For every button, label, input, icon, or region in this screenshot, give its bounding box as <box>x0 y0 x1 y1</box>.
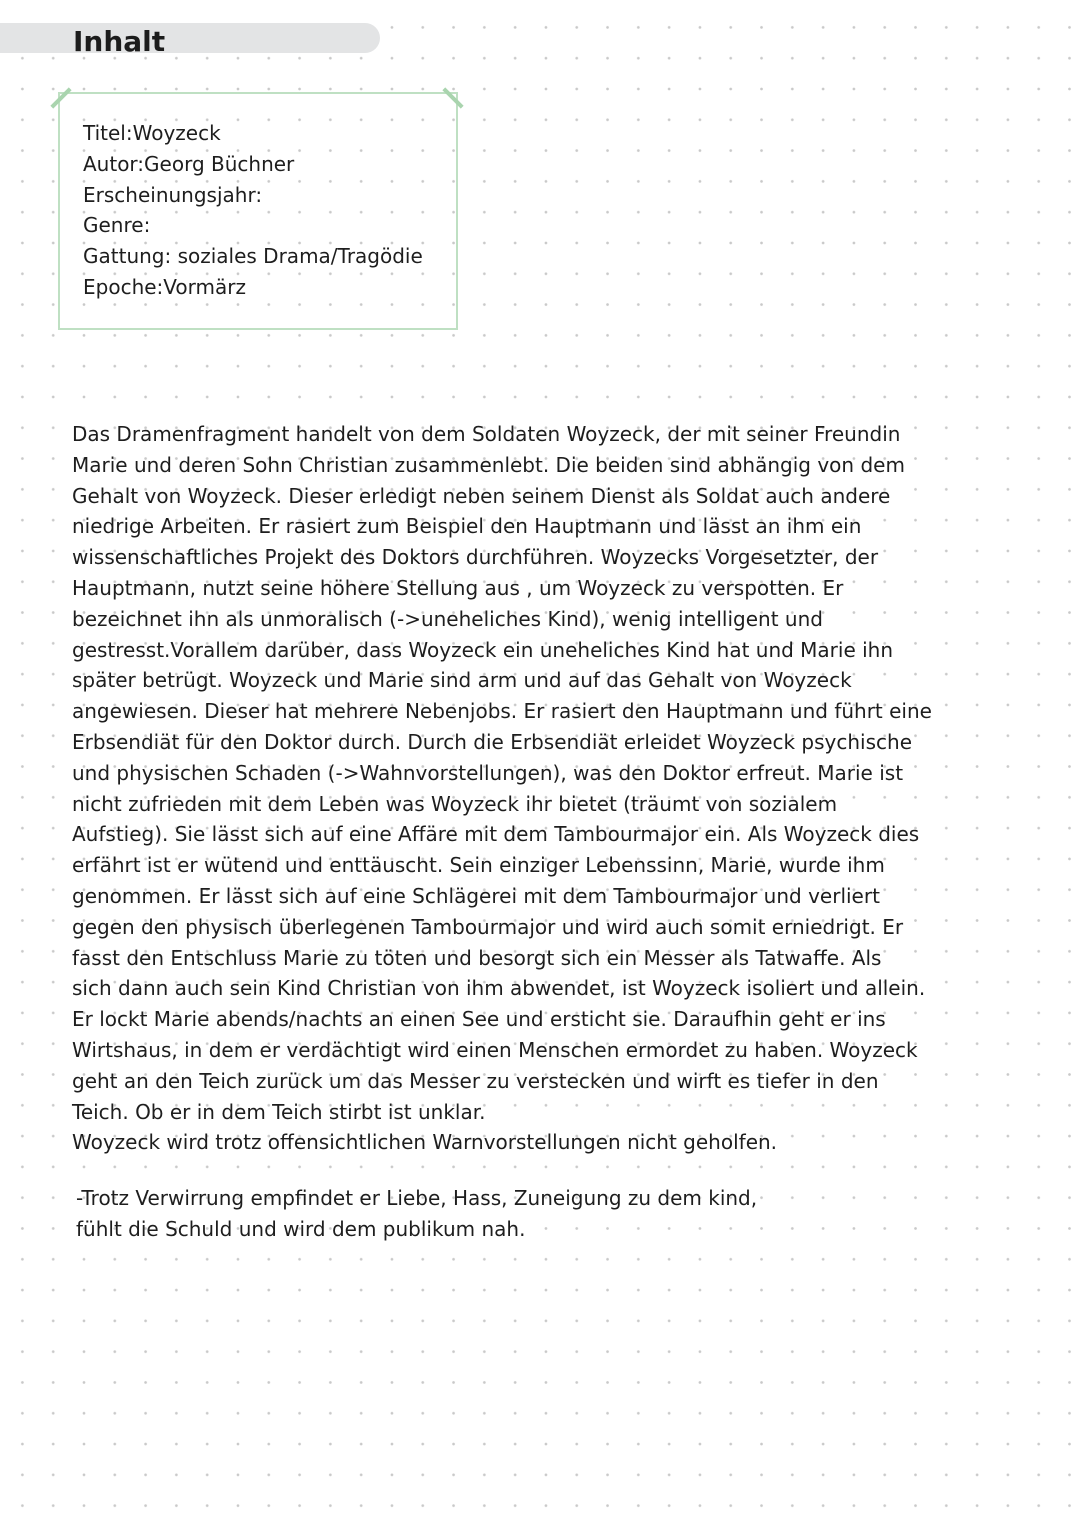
summary-line: Er lockt Marie abends/nachts an einen See und ersticht sie. Daraufhin geht er ins <box>72 1007 886 1032</box>
summary-line: niedrige Arbeiten. Er rasiert zum Beispiel den Hauptmann und lässt an ihm ein <box>72 514 862 539</box>
info-item-year: Erscheinungsjahr: <box>83 182 263 207</box>
title-highlight-band <box>0 23 380 53</box>
note-paragraph <box>76 1183 976 1245</box>
summary-line: erfährt ist er wütend und enttäuscht. Sein einziger Lebenssinn, Marie, wurde ihm <box>72 853 885 878</box>
summary-line: geht an den Teich zurück um das Messer zu verstecken und wirft es tiefer in den <box>72 1068 879 1093</box>
summary-line: gestresst.Vorallem darüber, dass Woyzeck ein uneheliches Kind hat und Marie ihn <box>72 637 894 662</box>
info-item-epoche: Epoche:Vormärz <box>83 274 246 299</box>
summary-line: wissenschaftliches Projekt des Doktors durchführen. Woyzecks Vorgesetzter, der <box>72 545 879 570</box>
summary-line: fasst den Entschluss Marie zu töten und besorgt sich ein Messer als Tatwaffe. Als <box>72 945 882 970</box>
info-list <box>83 118 423 303</box>
info-item-author: Autor:Georg Büchner <box>83 151 295 176</box>
summary-line: später betrügt. Woyzeck und Marie sind arm und auf das Gehalt von Woyzeck <box>72 668 852 693</box>
summary-line: Aufstieg). Sie lässt sich auf eine Affäre mit dem Tambourmajor ein. Als Woyzeck dies <box>72 822 920 847</box>
summary-line: Marie und deren Sohn Christian zusammenlebt. Die beiden sind abhängig von dem <box>72 452 905 477</box>
summary-line: Woyzeck wird trotz offensichtlichen Warnvorstellungen nicht geholfen. <box>72 1130 778 1155</box>
summary-line: angewiesen. Dieser hat mehrere Nebenjobs. Er rasiert den Hauptmann und führt eine <box>72 699 932 724</box>
info-item-title: Titel:Woyzeck <box>83 121 221 145</box>
summary-line: gegen den physisch überlegenen Tambourmajor und wird auch somit erniedrigt. Er <box>72 914 904 939</box>
summary-paragraph <box>72 419 972 1158</box>
note-line: -Trotz Verwirrung empfindet er Liebe, Hass, Zuneigung zu dem kind, <box>76 1186 758 1210</box>
note-line: fühlt die Schuld und wird dem publikum nah. <box>76 1216 526 1241</box>
summary-line: Wirtshaus, in dem er verdächtigt wird einen Menschen ermordet zu haben. Woyzeck <box>72 1037 918 1062</box>
info-item-genre: Genre: <box>83 213 151 238</box>
summary-line: Das Dramenfragment handelt von dem Soldaten Woyzeck, der mit seiner Freundin <box>72 422 901 446</box>
summary-line: sich dann auch sein Kind Christian von ihm abwendet, ist Woyzeck isoliert und allein. <box>72 976 926 1001</box>
summary-line: Erbsendiät für den Doktor durch. Durch die Erbsendiät erleidet Woyzeck psychische <box>72 729 913 754</box>
summary-line: Hauptmann, nutzt seine höhere Stellung aus , um Woyzeck zu verspotten. Er <box>72 575 844 600</box>
summary-line: und physischen Schaden (->Wahnvorstellungen), was den Doktor erfreut. Marie ist <box>72 760 904 785</box>
summary-line: Gehalt von Woyzeck. Dieser erledigt neben seinem Dienst als Soldat auch andere <box>72 483 891 508</box>
summary-line: bezeichnet ihn als unmoralisch (->uneheliches Kind), wenig intelligent und <box>72 606 823 631</box>
info-item-gattung: Gattung: soziales Drama/Tragödie <box>83 244 423 269</box>
summary-line: nicht zufrieden mit dem Leben was Woyzeck ihr bietet (träumt von sozialem <box>72 791 838 816</box>
summary-line: Teich. Ob er in dem Teich stirbt ist unklar. <box>72 1099 486 1124</box>
summary-line: genommen. Er lässt sich auf eine Schlägerei mit dem Tambourmajor und verliert <box>72 883 880 908</box>
page-title: Inhalt <box>73 25 166 58</box>
